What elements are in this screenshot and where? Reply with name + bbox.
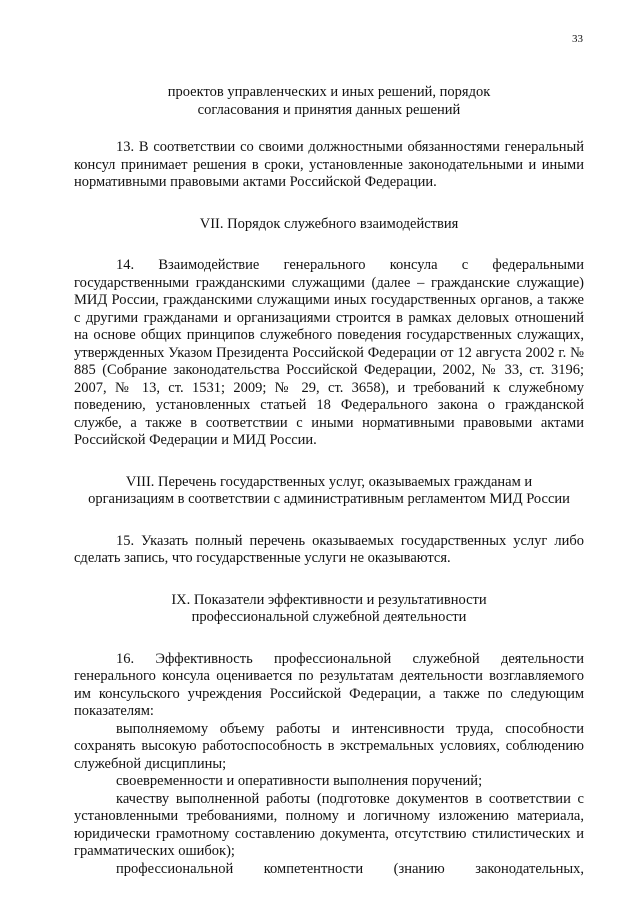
indicator-item-4: профессиональной компетентности (знанию законодательных, — [116, 860, 584, 877]
section-9-title — [74, 592, 584, 627]
paragraph-15: 15. Указать полный перечень оказываемых государственных услуг либо сделать запись, что государственные услуги не оказываются. — [74, 532, 584, 566]
heading-previous-line-2: согласования и принятия данных решений — [197, 101, 461, 118]
section-8-title — [74, 474, 584, 509]
page-number: 33 — [572, 33, 583, 45]
paragraph-14: 14. Взаимодействие генерального консула с федеральными государственными гражданскими служащими (далее – гражданские служащие) МИД России, гражданскими служащими иных государственных органов, а также с другими гражданами и организациями строится в рамках деловых отношений на основе общих принципов служебного поведения государственных служащих, утвержденных Указом Президента Российской Федерации от 12 августа 2002 г. № 885 (Собрание законодательства Российской Федерации, 2002, № 33, ст. 3196; 2007, № 13, ст. 1531; 2009; № 29, ст. 3658), и требований к служебному поведению, установленных статьей 18 Федерального закона о гражданской службе, а также в соответствии с иными нормативными правовыми актами Российской Федерации и МИД России. — [74, 257, 584, 448]
section-8-title-line-1: VIII. Перечень государственных услуг, оказываемых гражданам и — [125, 473, 533, 490]
paragraph-13: 13. В соответствии со своими должностными обязанностями генеральный консул принимает решения в сроки, установленные законодательными и иными нормативными правовыми актами Российской Федерации. — [74, 139, 584, 190]
section-9-title-line-1: IX. Показатели эффективности и результативности — [171, 591, 487, 608]
heading-previous-line-1: проектов управленческих и иных решений, порядок — [167, 84, 491, 100]
section-8-title-line-2: организациям в соответствии с административным регламентом МИД России — [88, 491, 570, 507]
indicator-item-1: выполняемому объему работы и интенсивности труда, способности сохранять высокую работоспособность в экстремальных условиях, соблюдению служебной дисциплины; — [74, 720, 584, 772]
paragraph-16: 16. Эффективность профессиональной служебной деятельности генерального консула оценивается по результатам деятельности возглавляемого им консульского учреждения Российской Федерации, а также по следующим показателям: — [74, 650, 584, 719]
document-body — [74, 84, 584, 878]
heading-previous-section — [74, 84, 584, 119]
section-9-title-line-2: профессиональной служебной деятельности — [191, 609, 467, 625]
indicator-item-2: своевременности и оперативности выполнения поручений; — [116, 773, 483, 789]
indicator-item-3: качеству выполненной работы (подготовке документов в соответствии с установленными требованиями, полному и логичному изложению материала, юридически грамотному составлению документа, отсутствию стилистических и грамматических ошибок); — [74, 790, 584, 859]
section-7-title: VII. Порядок служебного взаимодействия — [199, 215, 459, 232]
